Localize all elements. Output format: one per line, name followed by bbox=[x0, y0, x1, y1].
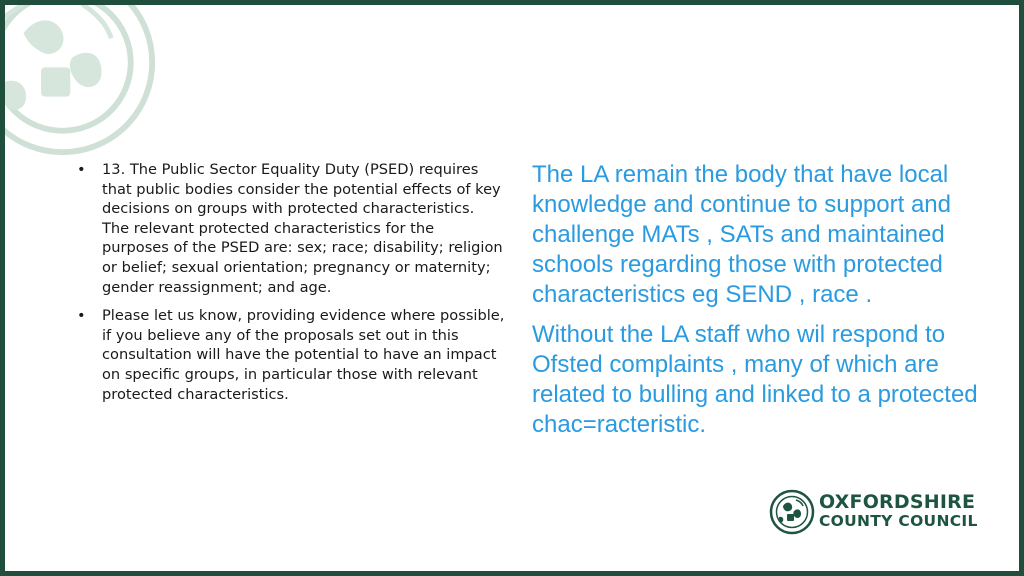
logo-wordmark bbox=[819, 492, 978, 530]
oxfordshire-logo bbox=[769, 489, 979, 537]
list-item bbox=[77, 306, 505, 404]
list-item-text: 13. The Public Sector Equality Duty (PSED) requires that public bodies consider the potential effects of key decisions on groups with protected characteristics. The relevant protected characteristics for the purposes of the PSED are: sex; race; disability; religion or belief; sexual orientation; pregnancy or maternity; gender reassignment; and age. bbox=[102, 161, 503, 296]
list-item-text: Please let us know, providing evidence where possible, if you believe any of the proposals set out in this consultation will have the potential to have an impact on specific groups, in particular those with relevant protected characteristics. bbox=[102, 307, 505, 403]
bullet-glyph: • bbox=[77, 307, 86, 325]
council-crest-icon bbox=[769, 489, 815, 535]
highlight-text-block bbox=[532, 160, 982, 450]
bullet-glyph: • bbox=[77, 161, 86, 178]
list-item bbox=[77, 160, 505, 297]
highlight-paragraph: The LA remain the body that have local knowledge and continue to support and challenge MATs , SATs and maintained schools regarding those with protected characteristics eg SEND , race . bbox=[532, 161, 951, 308]
bullet-list bbox=[77, 160, 505, 413]
logo-line-1: OXFORDSHIRE bbox=[819, 491, 976, 513]
logo-line-2: COUNTY COUNCIL bbox=[819, 512, 978, 530]
highlight-paragraph: Without the LA staff who wil respond to Ofsted complaints , many of which are related to bulling and linked to a protected chac=racteristic. bbox=[532, 321, 978, 438]
council-crest-watermark-icon bbox=[0, 0, 160, 160]
